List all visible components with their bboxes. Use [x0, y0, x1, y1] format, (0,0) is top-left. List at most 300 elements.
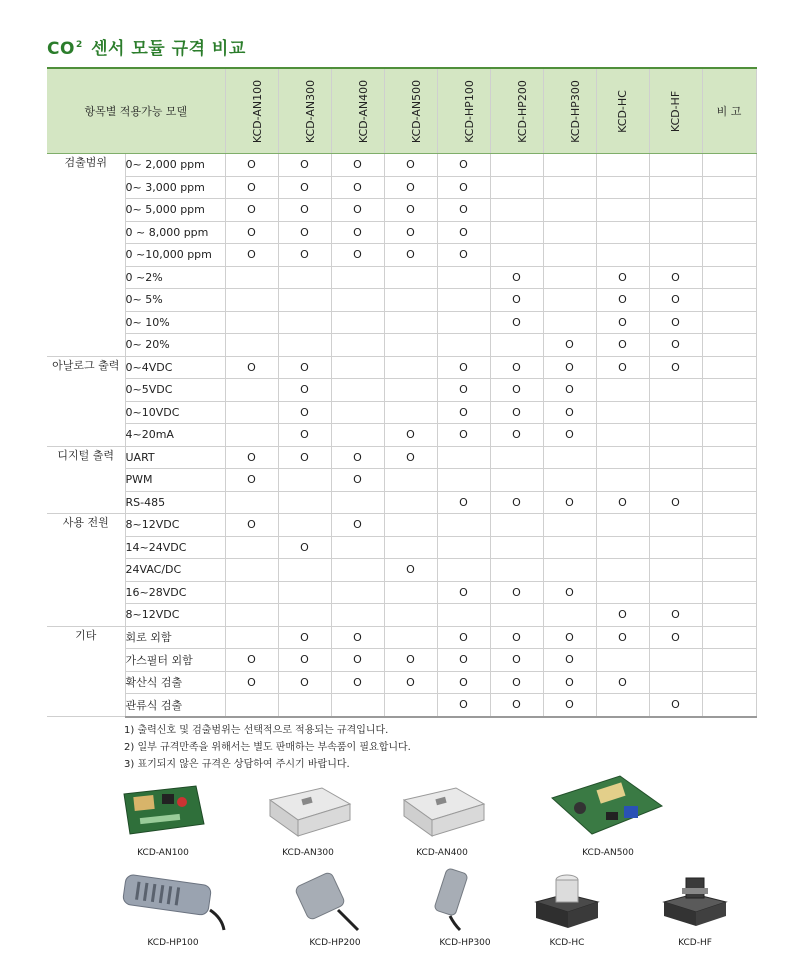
spec-label: 24VAC/DC	[125, 559, 225, 582]
support-cell	[543, 356, 596, 379]
supported-mark: O	[565, 585, 574, 599]
title-main: CO	[47, 39, 75, 59]
supported-mark: O	[512, 630, 521, 644]
support-cell	[543, 334, 596, 357]
support-cell	[490, 266, 543, 289]
support-cell	[596, 311, 649, 334]
support-cell	[331, 424, 384, 447]
support-cell	[278, 559, 331, 582]
supported-mark: O	[459, 698, 468, 712]
supported-mark: O	[300, 630, 309, 644]
support-cell	[596, 604, 649, 627]
support-cell	[490, 514, 543, 537]
header-model: KCD-HC	[596, 68, 649, 154]
supported-mark: O	[671, 270, 680, 284]
support-cell	[437, 559, 490, 582]
support-cell	[490, 289, 543, 312]
support-cell	[331, 176, 384, 199]
support-cell	[490, 671, 543, 694]
header-model: KCD-AN100	[225, 68, 278, 154]
support-cell	[278, 671, 331, 694]
support-cell	[437, 446, 490, 469]
support-cell	[649, 176, 702, 199]
support-cell	[278, 289, 331, 312]
supported-mark: O	[300, 675, 309, 689]
support-cell	[543, 401, 596, 424]
product-kcd-an500	[548, 772, 668, 860]
support-cell	[490, 536, 543, 559]
supported-mark: O	[300, 225, 309, 239]
support-cell	[278, 649, 331, 672]
pcb-board-image	[548, 772, 668, 842]
product-label: KCD-AN300	[282, 848, 334, 858]
support-cell	[543, 559, 596, 582]
support-cell	[278, 514, 331, 537]
support-cell	[225, 424, 278, 447]
supported-mark: O	[459, 428, 468, 442]
support-cell	[490, 559, 543, 582]
supported-mark: O	[353, 653, 362, 667]
support-cell	[490, 401, 543, 424]
support-cell	[596, 199, 649, 222]
support-cell	[543, 424, 596, 447]
support-cell	[331, 334, 384, 357]
supported-mark: O	[300, 248, 309, 262]
support-cell	[649, 559, 702, 582]
header-model: KCD-HF	[649, 68, 702, 154]
table-row	[47, 491, 756, 514]
support-cell	[384, 581, 437, 604]
support-cell	[384, 469, 437, 492]
support-cell	[490, 446, 543, 469]
support-cell	[490, 694, 543, 717]
probe-sensor-image	[118, 870, 228, 932]
supported-mark: O	[618, 495, 627, 509]
supported-mark: O	[512, 293, 521, 307]
remark-cell	[702, 221, 756, 244]
support-cell	[384, 356, 437, 379]
support-cell	[543, 311, 596, 334]
supported-mark: O	[459, 248, 468, 262]
support-cell	[278, 424, 331, 447]
support-cell	[225, 311, 278, 334]
header-corner: 항목별 적용가능 모델	[47, 68, 225, 154]
supported-mark: O	[512, 315, 521, 329]
support-cell	[649, 469, 702, 492]
support-cell	[437, 379, 490, 402]
support-cell	[437, 424, 490, 447]
support-cell	[384, 401, 437, 424]
supported-mark: O	[618, 608, 627, 622]
support-cell	[543, 221, 596, 244]
page-title	[47, 34, 246, 59]
table-row	[47, 671, 756, 694]
support-cell	[596, 559, 649, 582]
remark-cell	[702, 244, 756, 267]
support-cell	[437, 289, 490, 312]
spec-label: 8~12VDC	[125, 604, 225, 627]
spec-label: 0~ 5,000 ppm	[125, 199, 225, 222]
supported-mark: O	[406, 563, 415, 577]
supported-mark: O	[300, 450, 309, 464]
support-cell	[543, 176, 596, 199]
supported-mark: O	[353, 158, 362, 172]
supported-mark: O	[671, 495, 680, 509]
support-cell	[331, 581, 384, 604]
support-cell	[596, 379, 649, 402]
supported-mark: O	[671, 360, 680, 374]
supported-mark: O	[247, 450, 256, 464]
supported-mark: O	[618, 630, 627, 644]
supported-mark: O	[671, 608, 680, 622]
support-cell	[596, 649, 649, 672]
table-row	[47, 401, 756, 424]
support-cell	[649, 604, 702, 627]
support-cell	[278, 401, 331, 424]
spec-label: 0~ 5%	[125, 289, 225, 312]
supported-mark: O	[247, 518, 256, 532]
support-cell	[543, 289, 596, 312]
table-row	[47, 694, 756, 717]
support-cell	[437, 176, 490, 199]
support-cell	[225, 221, 278, 244]
spec-label: RS-485	[125, 491, 225, 514]
support-cell	[649, 289, 702, 312]
supported-mark: O	[300, 360, 309, 374]
supported-mark: O	[353, 225, 362, 239]
product-kcd-hp300	[420, 866, 510, 950]
remark-cell	[702, 199, 756, 222]
support-cell	[278, 311, 331, 334]
support-cell	[331, 379, 384, 402]
product-label: KCD-HF	[678, 938, 712, 948]
support-cell	[278, 694, 331, 717]
support-cell	[384, 424, 437, 447]
support-cell	[596, 266, 649, 289]
supported-mark: O	[459, 383, 468, 397]
supported-mark: O	[406, 203, 415, 217]
product-kcd-an300	[262, 780, 354, 860]
support-cell	[437, 536, 490, 559]
supported-mark: O	[300, 203, 309, 217]
supported-mark: O	[406, 248, 415, 262]
support-cell	[649, 491, 702, 514]
header-model: KCD-AN400	[331, 68, 384, 154]
support-cell	[437, 244, 490, 267]
support-cell	[331, 221, 384, 244]
remark-cell	[702, 491, 756, 514]
supported-mark: O	[353, 675, 362, 689]
category-label: 사용 전원	[47, 514, 125, 627]
remark-cell	[702, 334, 756, 357]
support-cell	[384, 379, 437, 402]
header-row	[47, 68, 756, 154]
table-row	[47, 379, 756, 402]
supported-mark: O	[565, 405, 574, 419]
product-kcd-an400	[396, 780, 488, 860]
supported-mark: O	[459, 225, 468, 239]
support-cell	[225, 379, 278, 402]
support-cell	[225, 154, 278, 177]
supported-mark: O	[300, 653, 309, 667]
table-row	[47, 289, 756, 312]
support-cell	[490, 379, 543, 402]
table-row	[47, 154, 756, 177]
supported-mark: O	[512, 270, 521, 284]
remark-cell	[702, 649, 756, 672]
supported-mark: O	[353, 180, 362, 194]
support-cell	[225, 401, 278, 424]
support-cell	[649, 514, 702, 537]
supported-mark: O	[618, 360, 627, 374]
supported-mark: O	[565, 383, 574, 397]
supported-mark: O	[406, 428, 415, 442]
table-row	[47, 649, 756, 672]
remark-cell	[702, 626, 756, 649]
support-cell	[384, 244, 437, 267]
support-cell	[437, 154, 490, 177]
support-cell	[649, 356, 702, 379]
supported-mark: O	[300, 383, 309, 397]
table-row	[47, 199, 756, 222]
supported-mark: O	[618, 675, 627, 689]
support-cell	[384, 199, 437, 222]
support-cell	[490, 244, 543, 267]
probe-sensor-image	[290, 870, 380, 932]
spec-label: 0~ 2,000 ppm	[125, 154, 225, 177]
support-cell	[384, 626, 437, 649]
support-cell	[225, 581, 278, 604]
spec-label: 관류식 검출	[125, 694, 225, 717]
support-cell	[649, 671, 702, 694]
remark-cell	[702, 694, 756, 717]
support-cell	[649, 334, 702, 357]
supported-mark: O	[247, 158, 256, 172]
support-cell	[278, 491, 331, 514]
support-cell	[649, 311, 702, 334]
spec-label: 가스필터 외함	[125, 649, 225, 672]
support-cell	[596, 176, 649, 199]
remark-cell	[702, 379, 756, 402]
table-row	[47, 424, 756, 447]
support-cell	[543, 671, 596, 694]
support-cell	[278, 176, 331, 199]
remark-cell	[702, 581, 756, 604]
supported-mark: O	[247, 248, 256, 262]
spec-label: 0 ~10,000 ppm	[125, 244, 225, 267]
support-cell	[543, 244, 596, 267]
supported-mark: O	[406, 158, 415, 172]
spec-label: 14~24VDC	[125, 536, 225, 559]
table-row	[47, 604, 756, 627]
support-cell	[331, 356, 384, 379]
supported-mark: O	[671, 698, 680, 712]
support-cell	[437, 469, 490, 492]
remark-cell	[702, 311, 756, 334]
spec-comparison-table	[47, 67, 757, 718]
support-cell	[596, 244, 649, 267]
remark-cell	[702, 446, 756, 469]
support-cell	[437, 199, 490, 222]
support-cell	[225, 446, 278, 469]
spec-label: 회로 외함	[125, 626, 225, 649]
support-cell	[649, 221, 702, 244]
supported-mark: O	[565, 428, 574, 442]
support-cell	[649, 626, 702, 649]
spec-label: 16~28VDC	[125, 581, 225, 604]
support-cell	[331, 604, 384, 627]
product-label: KCD-HP200	[309, 938, 361, 948]
support-cell	[384, 604, 437, 627]
support-cell	[596, 446, 649, 469]
support-cell	[596, 491, 649, 514]
supported-mark: O	[459, 158, 468, 172]
supported-mark: O	[618, 270, 627, 284]
support-cell	[490, 604, 543, 627]
support-cell	[331, 199, 384, 222]
product-label: KCD-HP300	[439, 938, 491, 948]
support-cell	[225, 604, 278, 627]
table-row	[47, 266, 756, 289]
remark-cell	[702, 559, 756, 582]
table-row	[47, 311, 756, 334]
remark-cell	[702, 266, 756, 289]
supported-mark: O	[618, 338, 627, 352]
support-cell	[649, 266, 702, 289]
support-cell	[225, 559, 278, 582]
spec-label: 0~5VDC	[125, 379, 225, 402]
spec-label: PWM	[125, 469, 225, 492]
table-row	[47, 559, 756, 582]
supported-mark: O	[459, 495, 468, 509]
supported-mark: O	[247, 180, 256, 194]
support-cell	[331, 154, 384, 177]
remark-cell	[702, 154, 756, 177]
supported-mark: O	[353, 630, 362, 644]
support-cell	[649, 694, 702, 717]
supported-mark: O	[459, 675, 468, 689]
product-kcd-hp100	[118, 870, 228, 950]
support-cell	[278, 244, 331, 267]
support-cell	[543, 649, 596, 672]
supported-mark: O	[459, 405, 468, 419]
support-cell	[278, 536, 331, 559]
product-label: KCD-AN100	[137, 848, 189, 858]
duct-sensor-image	[660, 872, 730, 932]
supported-mark: O	[671, 315, 680, 329]
support-cell	[490, 469, 543, 492]
support-cell	[596, 221, 649, 244]
spec-label: UART	[125, 446, 225, 469]
support-cell	[437, 401, 490, 424]
supported-mark: O	[353, 518, 362, 532]
product-kcd-an100	[118, 780, 208, 860]
supported-mark: O	[565, 653, 574, 667]
supported-mark: O	[300, 180, 309, 194]
support-cell	[225, 176, 278, 199]
support-cell	[331, 266, 384, 289]
support-cell	[437, 514, 490, 537]
supported-mark: O	[247, 675, 256, 689]
support-cell	[596, 671, 649, 694]
supported-mark: O	[459, 630, 468, 644]
spec-label: 0~4VDC	[125, 356, 225, 379]
supported-mark: O	[247, 203, 256, 217]
support-cell	[225, 649, 278, 672]
supported-mark: O	[353, 248, 362, 262]
support-cell	[225, 289, 278, 312]
header-remark: 비 고	[702, 68, 756, 154]
supported-mark: O	[512, 495, 521, 509]
support-cell	[437, 266, 490, 289]
product-label: KCD-AN400	[416, 848, 468, 858]
supported-mark: O	[247, 473, 256, 487]
supported-mark: O	[247, 360, 256, 374]
support-cell	[490, 581, 543, 604]
support-cell	[278, 199, 331, 222]
support-cell	[543, 694, 596, 717]
support-cell	[490, 356, 543, 379]
spec-label: 0~ 3,000 ppm	[125, 176, 225, 199]
support-cell	[490, 221, 543, 244]
supported-mark: O	[459, 585, 468, 599]
support-cell	[649, 649, 702, 672]
header-model: KCD-AN500	[384, 68, 437, 154]
header-model: KCD-AN300	[278, 68, 331, 154]
support-cell	[543, 514, 596, 537]
supported-mark: O	[671, 338, 680, 352]
support-cell	[331, 559, 384, 582]
support-cell	[543, 604, 596, 627]
remark-cell	[702, 176, 756, 199]
table-row	[47, 221, 756, 244]
support-cell	[384, 536, 437, 559]
support-cell	[649, 581, 702, 604]
supported-mark: O	[618, 315, 627, 329]
support-cell	[543, 154, 596, 177]
support-cell	[596, 514, 649, 537]
support-cell	[384, 176, 437, 199]
support-cell	[543, 469, 596, 492]
pcb-board-image	[118, 780, 208, 842]
support-cell	[437, 356, 490, 379]
supported-mark: O	[565, 360, 574, 374]
supported-mark: O	[247, 653, 256, 667]
category-label: 검출범위	[47, 154, 125, 357]
support-cell	[437, 581, 490, 604]
support-cell	[278, 266, 331, 289]
support-cell	[543, 199, 596, 222]
support-cell	[384, 671, 437, 694]
support-cell	[331, 694, 384, 717]
support-cell	[225, 626, 278, 649]
supported-mark: O	[565, 338, 574, 352]
support-cell	[384, 559, 437, 582]
supported-mark: O	[353, 473, 362, 487]
supported-mark: O	[459, 180, 468, 194]
support-cell	[437, 334, 490, 357]
title-rest: 센서 모듈 규격 비교	[84, 39, 246, 59]
support-cell	[490, 334, 543, 357]
support-cell	[225, 491, 278, 514]
spec-label: 확산식 검출	[125, 671, 225, 694]
table-row	[47, 176, 756, 199]
support-cell	[225, 469, 278, 492]
table-row	[47, 356, 756, 379]
supported-mark: O	[459, 360, 468, 374]
supported-mark: O	[565, 630, 574, 644]
support-cell	[278, 154, 331, 177]
